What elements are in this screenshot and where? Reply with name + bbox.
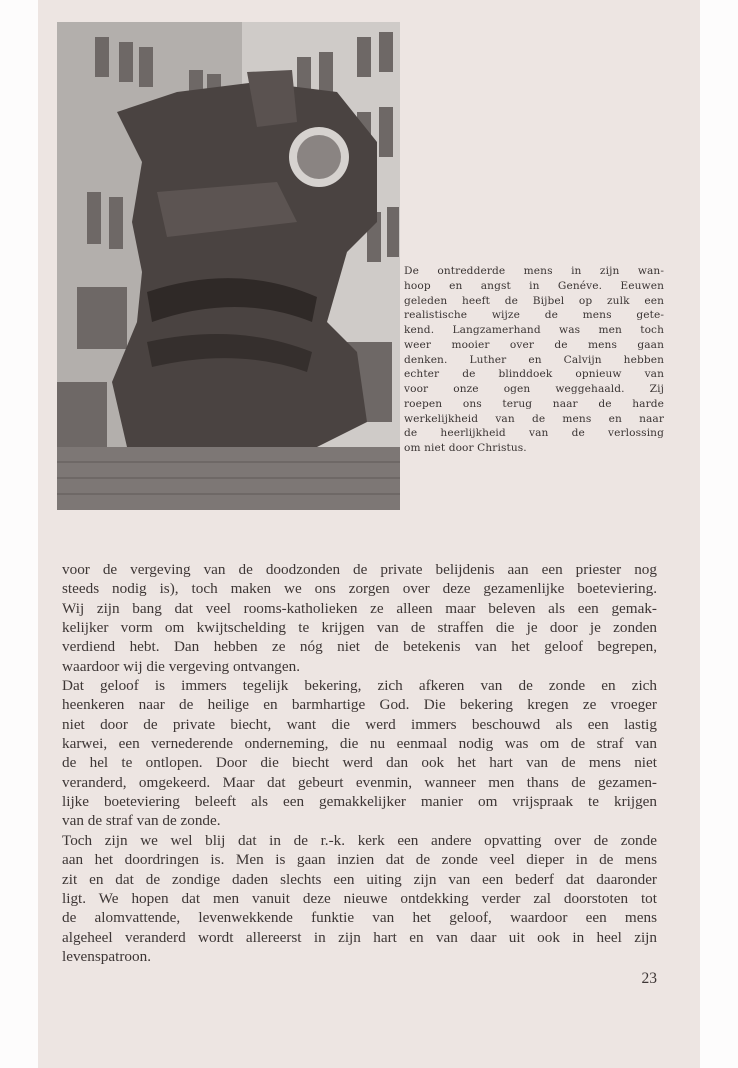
body-line: voor de vergeving van de doodzonden de private belijdenis aan een priester nog <box>62 561 657 578</box>
body-line: ligt. We hopen dat men vanuit deze nieuwe ontdekking verder zal doorstoten tot <box>62 889 657 907</box>
caption-line: de heerlijkheid van de verlossing <box>404 427 664 440</box>
body-line: algeheel veranderd wordt allereerst in zijn hart en van daar uit ook in heel zijn <box>62 928 657 946</box>
body-line: steeds nodig is), toch maken we ons zorgen over deze gezamenlijke boeteviering. <box>62 580 657 598</box>
sculpture-photo <box>57 22 400 510</box>
caption-line: roepen ons terug naar de harde <box>404 397 664 410</box>
caption-line: geleden heeft de Bijbel op zulk een <box>404 294 664 307</box>
body-line: lijke boeteviering beleeft als een gemakkelijker manier om vrijspraak te krijgen <box>62 793 657 811</box>
body-line: heenkeren naar de heilige en barmhartige God. Die bekering kregen ze vroeger <box>62 696 657 714</box>
caption-line: echter de blinddoek opnieuw van <box>404 368 664 381</box>
body-line: niet door de private biecht, want die werd immers beschouwd als een lastig <box>62 715 657 733</box>
caption-line: weer mooier over de mens gaan <box>404 338 664 351</box>
body-line: veranderd, omgekeerd. Maar dat gebeurt evenmin, wanneer men thans de gezamen- <box>62 773 657 791</box>
body-line: Toch zijn we wel blij dat in de r.-k. kerk een andere opvatting over de zonde <box>62 831 657 849</box>
body-line: van de straf van de zonde. <box>62 812 221 830</box>
body-line: karwei, een vernederende onderneming, die nu eenmaal nodig was om de straf van <box>62 735 657 753</box>
body-line: levenspatroon. <box>62 947 151 965</box>
caption-line: realistische wijze de mens gete- <box>404 309 664 322</box>
caption-line: hoop en angst in Genéve. Eeuwen <box>404 279 664 292</box>
body-line: verdiend hebt. Dan hebben ze nóg niet de betekenis van het geloof begrepen, <box>62 638 657 656</box>
caption-line: kend. Langzamerhand was men toch <box>404 324 664 336</box>
body-line: aan het doordringen is. Men is gaan inzien dat de zonde veel dieper in de mens <box>62 851 657 869</box>
caption-line: De ontredderde mens in zijn wan- <box>404 265 664 277</box>
caption-line: denken. Luther en Calvijn hebben <box>404 353 664 366</box>
page-number: 23 <box>641 970 657 987</box>
caption-line: om niet door Christus. <box>404 442 527 454</box>
body-line: Wij zijn bang dat veel rooms-katholieken ze alleen maar beleven als een gemak- <box>62 599 657 617</box>
body-line: Dat geloof is immers tegelijk bekering, zich afkeren van de zonde en zich <box>62 677 657 695</box>
body-line: waardoor wij die vergeving ontvangen. <box>62 657 301 675</box>
body-line: de hel te ontlopen. Door die biecht werd dan ook het hart van de mens niet <box>62 754 657 772</box>
caption-line: werkelijkheid van de mens en naar <box>404 412 664 425</box>
body-line: de alomvattende, levenwekkende funktie van het geloof, waardoor een mens <box>62 909 657 927</box>
photo-caption <box>404 264 664 456</box>
body-line: kelijker vorm om kwijtschelding te krijgen van de straffen die je door je zonden <box>62 619 657 637</box>
body-line: zit en dat de zondige daden slechts een uiting zijn van een bederf dat daaronder <box>62 870 657 888</box>
body-text <box>62 560 657 966</box>
caption-line: voor onze ogen weggehaald. Zij <box>404 383 664 395</box>
